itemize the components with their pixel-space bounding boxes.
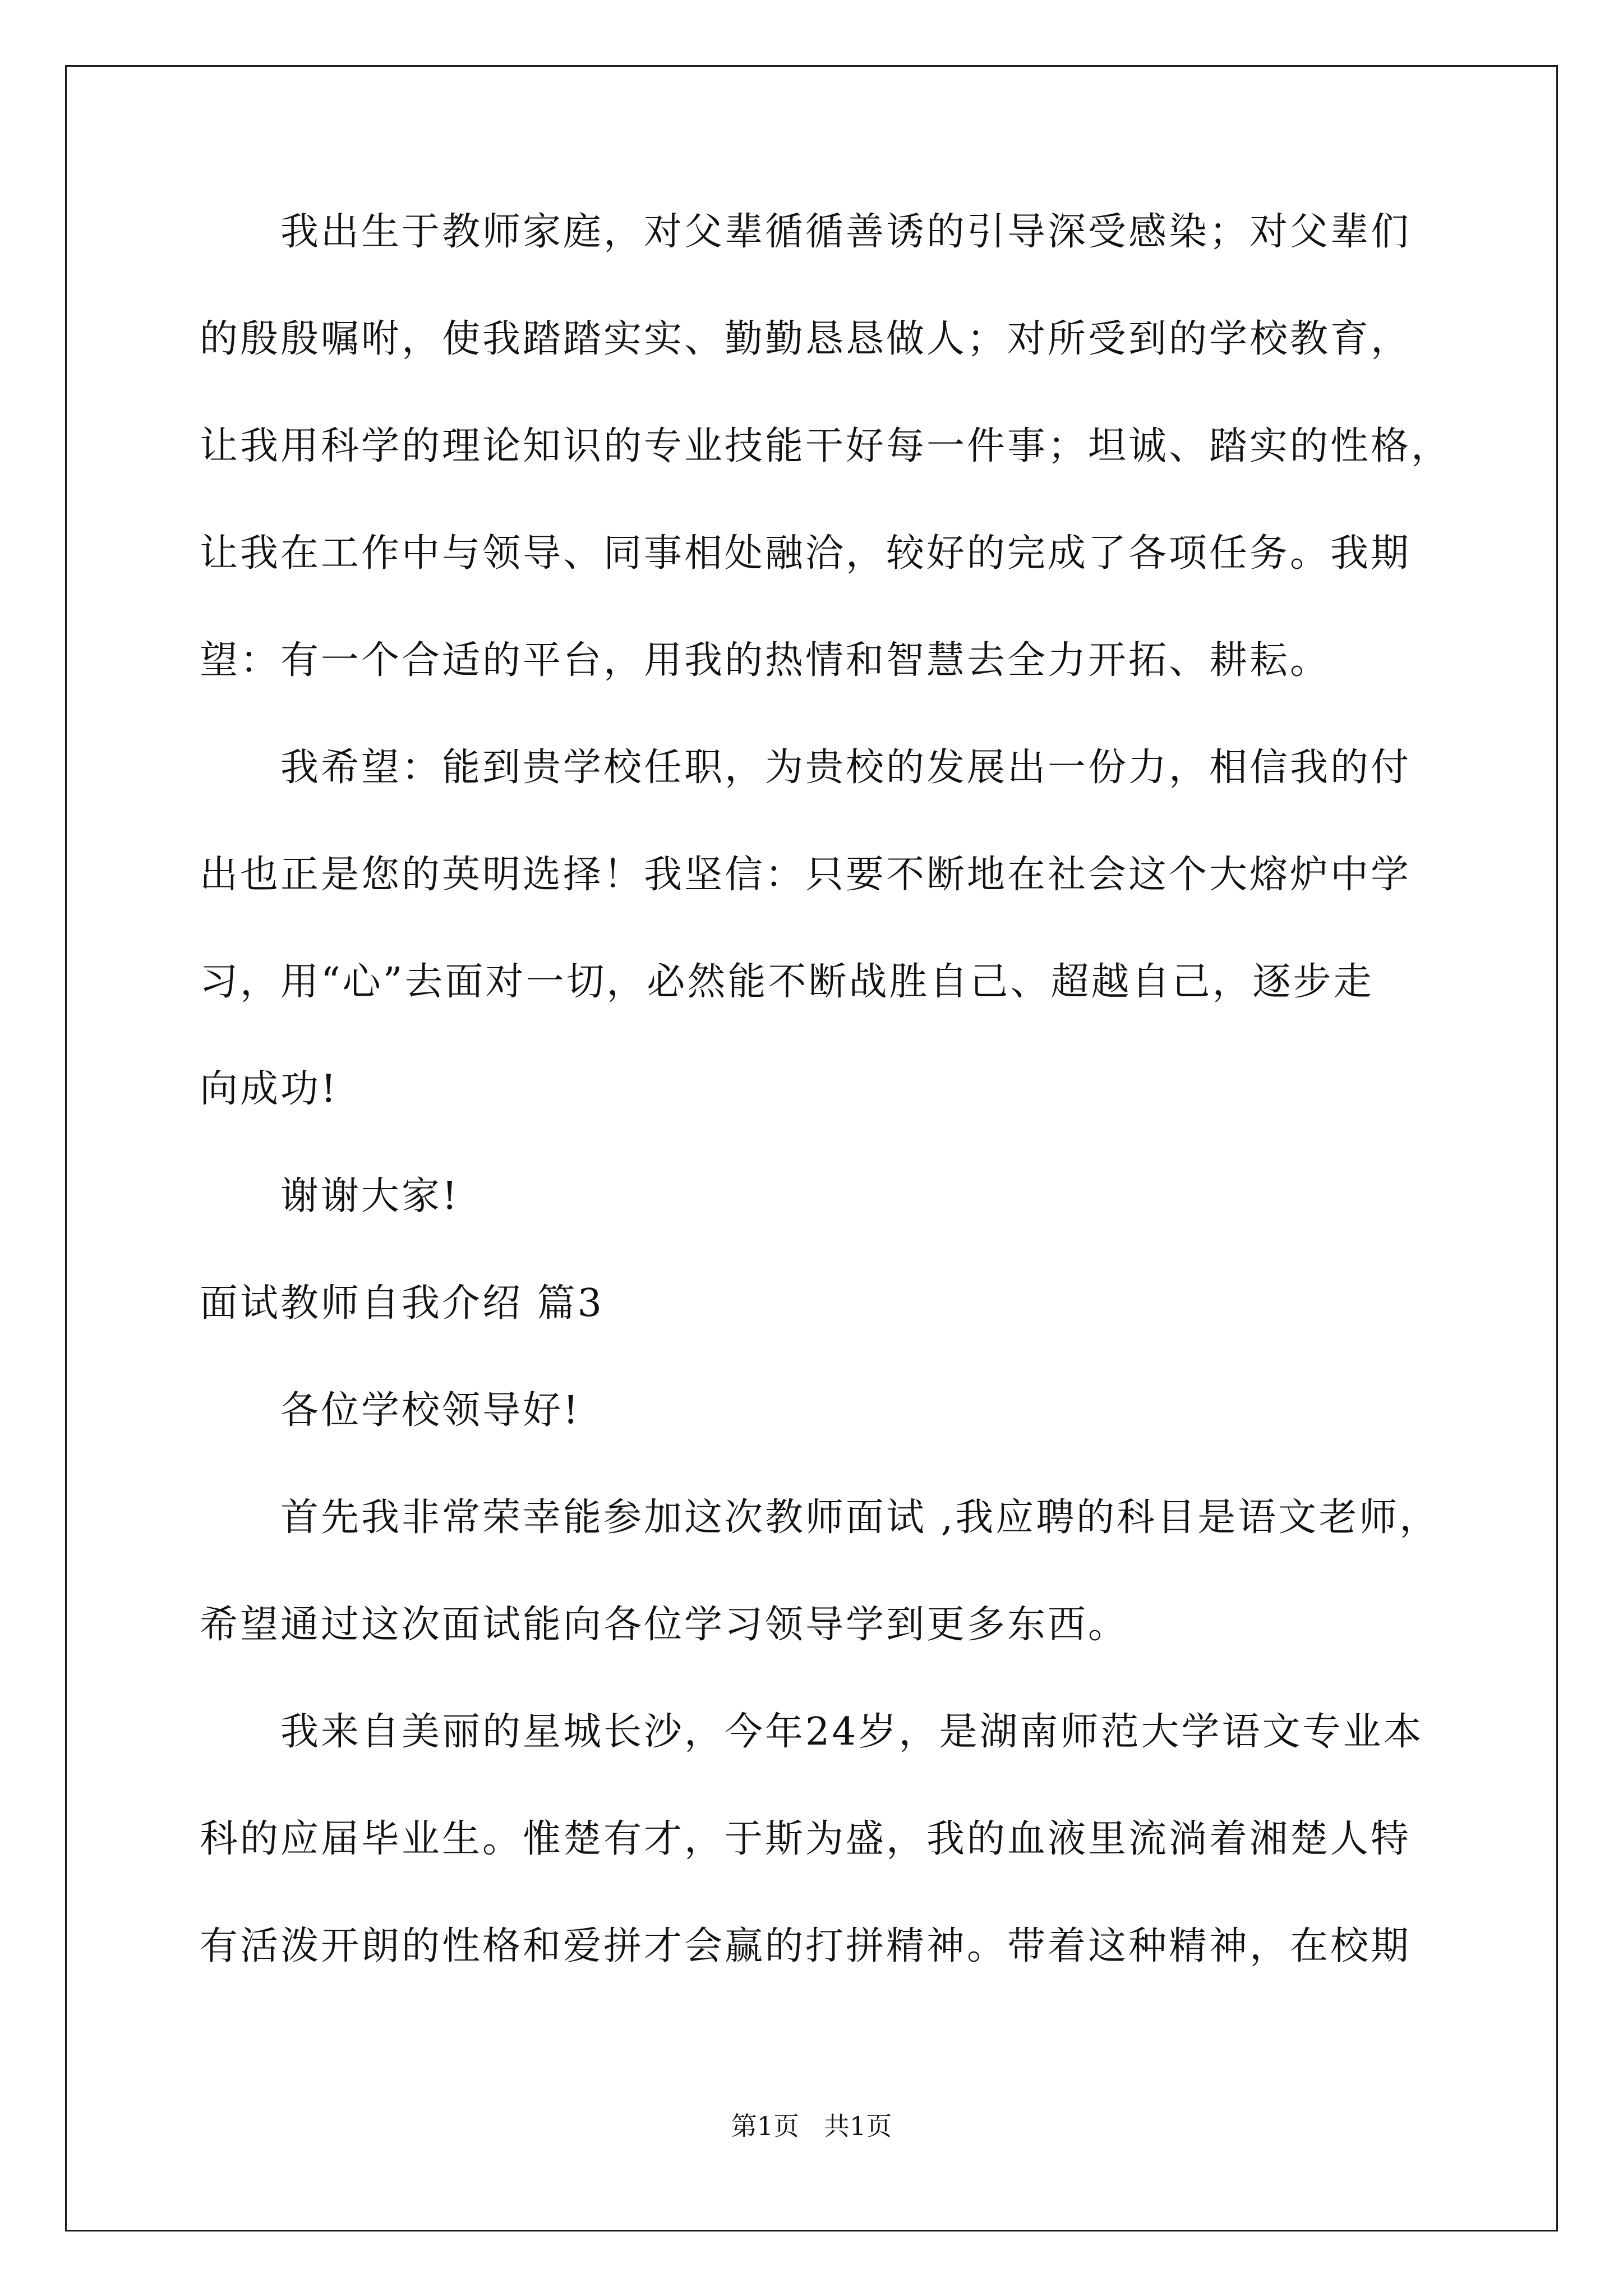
text-line: 我来自美丽的星城长沙，今年24岁，是湖南师范大学语文专业本	[280, 1710, 1424, 1754]
text-line: 习，用“心”去面对一切，必然能不断战胜自己、超越自己，逐步走	[200, 960, 1374, 1004]
text-line: 谢谢大家!	[280, 1174, 460, 1218]
page-footer	[0, 2109, 1623, 2143]
text-line: 向成功!	[200, 1067, 339, 1111]
text-line: 望：有一个合适的平台，用我的热情和智慧去全力开拓、耕耘。	[200, 638, 1331, 683]
text-line: 的殷殷嘱咐，使我踏踏实实、勤勤恳恳做人；对所受到的学校教育，	[200, 317, 1412, 361]
text-line: 出也正是您的英明选择！我坚信：只要不断地在社会这个大熔炉中学	[200, 853, 1412, 897]
section-heading: 面试教师自我介绍 篇3	[200, 1281, 604, 1326]
text-line: 各位学校领导好!	[280, 1388, 581, 1433]
text-line: 我希望：能到贵学校任职，为贵校的发展出一份力，相信我的付	[280, 746, 1412, 790]
text-line: 科的应届毕业生。惟楚有才，于斯为盛，我的血液里流淌着湘楚人特	[200, 1817, 1412, 1861]
text-line: 有活泼开朗的性格和爱拼才会赢的打拼精神。带着这种精神，在校期	[200, 1924, 1412, 1968]
text-line: 让我用科学的理论知识的专业技能干好每一件事；坦诚、踏实的性格，	[200, 424, 1452, 468]
text-line: 让我在工作中与领导、同事相处融洽，较好的完成了各项任务。我期	[200, 531, 1412, 576]
page-number: 第1页	[731, 2111, 800, 2141]
text-line: 首先我非常荣幸能参加这次教师面试 ,我应聘的科目是语文老师，	[280, 1496, 1440, 1540]
page-total: 共1页	[823, 2111, 892, 2141]
text-line: 我出生于教师家庭，对父辈循循善诱的引导深受感染；对父辈们	[280, 210, 1412, 254]
document-body	[200, 204, 1461, 2026]
text-line: 希望通过这次面试能向各位学习领导学到更多东西。	[200, 1603, 1129, 1647]
